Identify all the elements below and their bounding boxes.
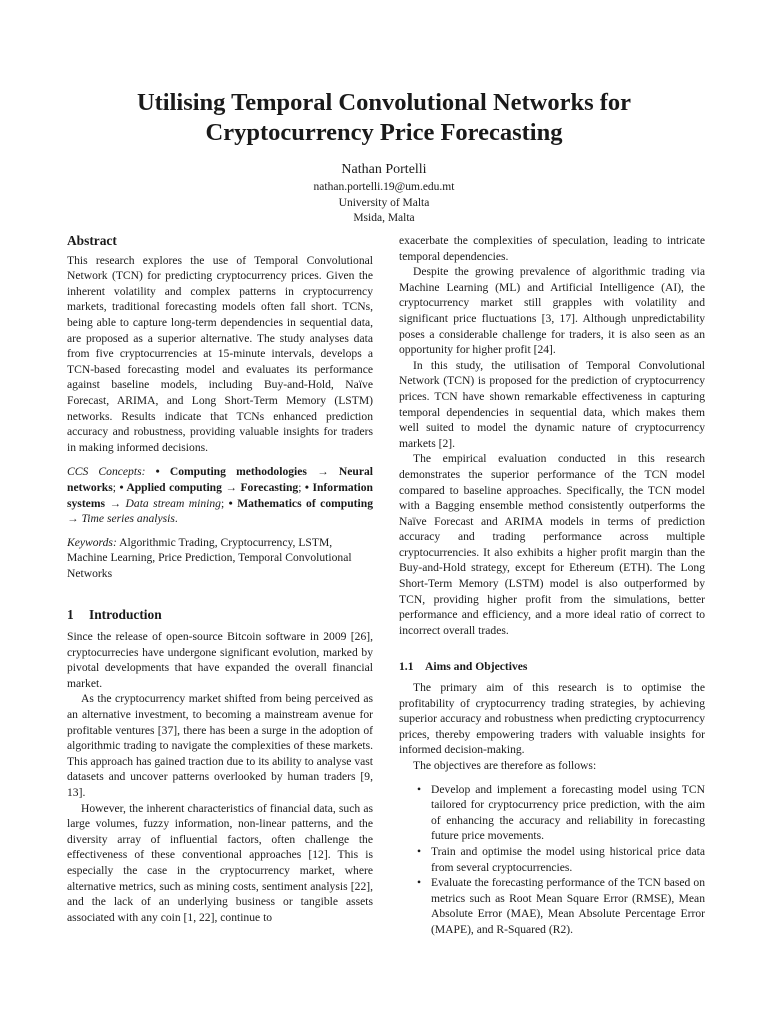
author-location: Msida, Malta: [353, 212, 415, 224]
objective-item: • Evaluate the forecasting performance of the TCN based on metrics such as Root Mean Square Error (RMSE), Mean Absolute Error (MAE), Mean Absolute Percentage Error (MAPE), and R-Squared (R2).: [431, 875, 705, 937]
author-affiliation: University of Malta: [338, 196, 430, 209]
subsection-number: 1.1: [399, 660, 414, 674]
keywords: [67, 535, 373, 582]
abstract-text: This research explores the use of Temporal Convolutional Network (TCN) for predicting cryptocurrency prices. Given the inherent volatility and complex patterns in cryptocurrency markets, traditional forecasting models often fall short. TCNs, being able to capture long-term dependencies in sequential data, are proposed as a superior alternative. The study analyses data from five cryptocurrencies at 15-minute intervals, develops a TCN-based forecasting model and evaluates its performance against baseline models, including Buy-and-Hold, Naïve Forecast, ARIMA, and Long Short-Term Memory (LSTM) networks. Results indicate that TCNs enhanced prediction accuracy and robustness, providing valuable insights for traders in making informed decisions.: [67, 253, 373, 454]
intro-paragraph-6: The empirical evaluation conducted in this research demonstrates the superior performance of the TCN model compared to baseline approaches. Specifically, the TCN model with a Bagging ensemble method consistently outperforms the Naïve Forecast and ARIMA models in terms of prediction accuracy and trading performance across multiple cryptocurrencies. It also exhibits a higher profit margin than the Buy-and-Hold strategy, except for Ethereum (ETH). The Long Short-Term Memory (LSTM) model is also outperformed by TCN, providing higher profit from the simulations, better performance and efficiency, and a more ideal ratio of correct to incorrect overall trades.: [399, 452, 705, 637]
title-line-1: Utilising Temporal Convolutional Networks for: [136, 89, 632, 116]
section-title: Introduction: [89, 607, 162, 623]
section-heading-introduction: [67, 607, 373, 623]
ccs-separator: ;: [112, 480, 120, 494]
abstract-heading: Abstract: [67, 233, 117, 248]
ccs-concept-1: • Computing methodologies → Neural networks: [67, 465, 373, 494]
author-name: Nathan Portelli: [341, 162, 427, 177]
intro-paragraph-4: Despite the growing prevalence of algorithmic trading via Machine Learning (ML) and Artificial Intelligence (AI), the cryptocurrency market still grapples with volatility and significant price fluctuations [3, 17]. Although unpredictability poses a considerable challenge for traders, it is also seen as an opportunity for higher profit [24].: [399, 265, 705, 357]
ccs-separator: ;: [220, 496, 229, 510]
left-column: [67, 233, 373, 925]
objectives-list: [399, 782, 705, 938]
section-heading-aims: [399, 659, 705, 675]
right-column: [399, 233, 705, 938]
author-block: [0, 160, 768, 227]
intro-paragraph-3-continued: exacerbate the complexities of speculation, leading to intricate temporal dependencies.: [399, 234, 705, 263]
keywords-text: Algorithmic Trading, Cryptocurrency, LSTM, Machine Learning, Price Prediction, Temporal Convolutional Networks: [67, 535, 352, 580]
objective-item: • Train and optimise the model using historical price data from several cryptocurrencies.: [431, 844, 705, 875]
subsection-title: Aims and Objectives: [425, 660, 528, 674]
paper-title: [40, 88, 728, 148]
ccs-arrow: →: [105, 496, 126, 510]
ccs-concept-3: • Information systems: [67, 480, 373, 510]
intro-paragraph-3: However, the inherent characteristics of financial data, such as large volumes, fuzzy information, non-linear patterns, and the diversity array of influential factors, often challenge the effectiveness of these conventional approaches [12]. This is especially the case in the cryptocurrency market, where alternative metrics, such as mining costs, sentiment analysis [22], and the lack of an underlying business or tangible assets associated with any coin [1, 22], continue to: [67, 801, 373, 924]
aims-paragraph-1: The primary aim of this research is to optimise the profitability of cryptocurrency trading strategies, by achieving superior accuracy and robustness when predicting cryptocurrency prices, thereby empowering traders with valuable insights for informed decision-making.: [399, 681, 705, 757]
intro-paragraph-1: Since the release of open-source Bitcoin software in 2009 [26], cryptocurrecies have undergone significant evolution, marked by pivotal developments that have expanded the overall financial market.: [67, 630, 373, 690]
intro-paragraph-5: In this study, the utilisation of Temporal Convolutional Network (TCN) is proposed for the prediction of cryptocurrency prices. TCN have shown remarkable effectiveness in capturing temporal dependencies in sequential data, which makes them well suited to model the dynamic nature of cryptocurrency markets [2].: [399, 358, 705, 450]
aims-paragraph-2: The objectives are therefore as follows:: [413, 759, 597, 772]
keywords-label: Keywords:: [67, 535, 117, 549]
objective-item: • Develop and implement a forecasting model using TCN tailored for cryptocurrency price prediction, with the aim of enhancing the accuracy and reliability in forecasting future price movements.: [431, 782, 705, 844]
ccs-concept-4: • Mathematics of computing: [228, 496, 373, 510]
author-email: nathan.portelli.19@um.edu.mt: [313, 181, 455, 193]
title-line-2: Cryptocurrency Price Forecasting: [205, 119, 563, 146]
ccs-concept-3-leaf: Data stream mining: [125, 496, 221, 510]
intro-paragraph-2: As the cryptocurrency market shifted from being perceived as an alternative investment, to becoming a mainstream avenue for profitable ventures [37], there has been a surge in the adoption of algorithmic trading to navigate the complexities of these markets. This approach has gained traction due to its ability to analyse vast datasets and uncover patterns overlooked by human traders [9, 13].: [67, 692, 373, 799]
ccs-label: CCS Concepts:: [67, 465, 146, 479]
ccs-end: .: [174, 512, 178, 526]
section-number: 1: [67, 607, 74, 623]
ccs-separator: ;: [298, 480, 305, 494]
ccs-concept-2: • Applied computing → Forecasting: [119, 480, 299, 494]
ccs-concepts: [67, 464, 373, 526]
ccs-concept-4-leaf: Time series analysis: [81, 512, 175, 526]
ccs-arrow: →: [67, 512, 82, 526]
